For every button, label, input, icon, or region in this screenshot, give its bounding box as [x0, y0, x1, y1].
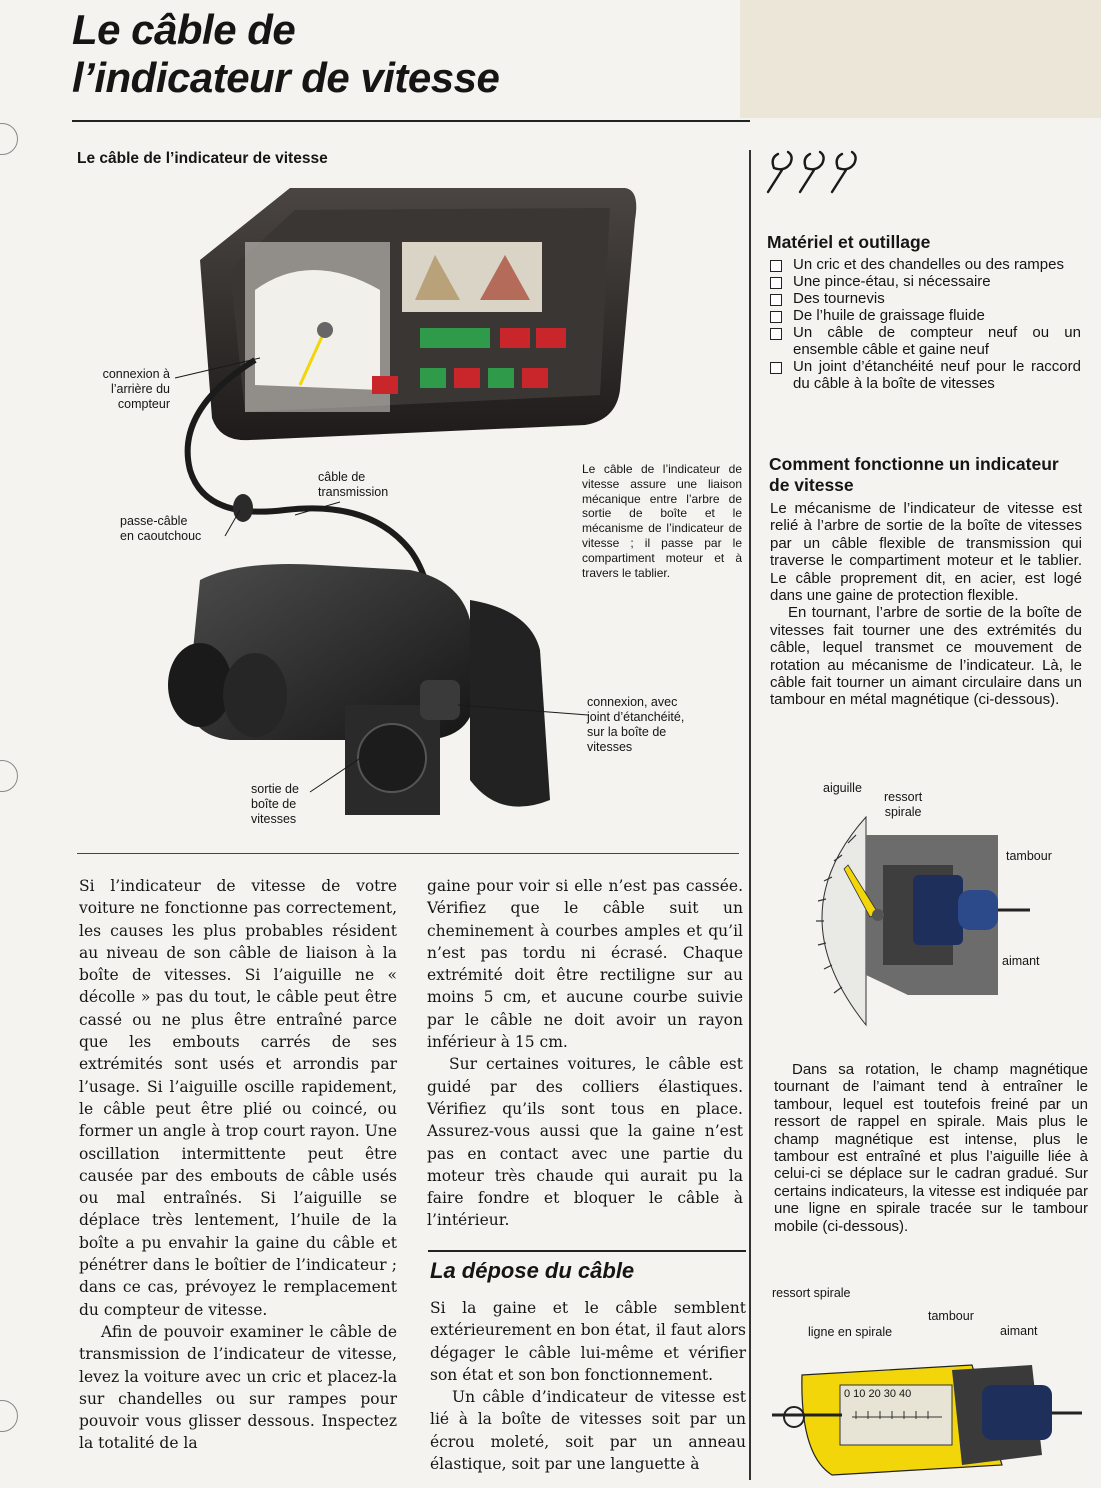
gearbox-housing [168, 564, 550, 815]
sidebar-paragraph: Le mécanisme de l’indicateur de vitesse est relié à l’arbre de sortie de la boîte de vitesses par un câble flexible de transmission qui traverse le compartiment moteur et le tablier. Le câble proprement dit, en acier, est logé dans une gaine de protection flexible. [770, 500, 1082, 605]
body-paragraph: Si la gaine et le câble semblent extérieurement en bon état, il faut alors dégager le câble lui-même et vérifier son état et son bon fonctionnement. [430, 1299, 746, 1384]
body-paragraph: Si l’indicateur de vitesse de votre voiture ne fonctionne pas correctement, les causes les plus probables résident au niveau de son câble de liaison à la boîte de vitesses. Si l’aiguille ne « décolle » pas du tout, le câble peut être cassé ou ne plus être entraîné parce que les embouts carrés de ses extrémités sont usés et arrondis par l’usage. Si l’aiguille oscille rapidement, le câble peut être plié ou coincé, ou former un angle à trop court rayon. Une oscillation intermittente peut être causée par des embouts de câble usés ou mal entraînés. Si l’aiguille se déplace très lentement, l’huile de la boîte a pu envahir la gaine du câble et pénétrer dans le boîtier de l’indicateur ; dans ce cas, prévoyez le remplacement du compteur de vitesse. [79, 877, 397, 1319]
checkbox-icon [770, 260, 782, 272]
tools-list [769, 256, 1081, 392]
page-title [72, 6, 712, 102]
checkbox-icon [770, 294, 782, 306]
column-divider [749, 150, 751, 1480]
tool-item: Un cric et des chandelles ou des rampes [769, 256, 1081, 273]
page-title-line1: Le câble de [72, 6, 296, 53]
label-ressort-spirale-2: ressort spirale [772, 1286, 851, 1300]
magnetic-mechanism-diagram [808, 795, 1040, 1035]
depose-rule [428, 1250, 746, 1252]
label-cable-transmission: câble de transmission [318, 470, 389, 499]
label-passe-cable: passe-câble en caoutchouc [120, 514, 202, 543]
label-aiguille: aiguille [823, 781, 862, 795]
label-aimant-2: aimant [1000, 1324, 1038, 1338]
wrench-icon [762, 146, 882, 198]
tool-item: Des tournevis [769, 290, 1081, 307]
binder-hole [0, 760, 18, 792]
body-paragraph: Sur certaines voitures, le câble est guidé par des colliers élastiques. Vérifiez qu’ils sont tous en place. Assurez-vous aussi que la gaine n’est pas en contact avec une partie du moteur très chaude qui aurait pu la faire fondre et bloquer le câble à l’intérieur. [427, 1055, 743, 1230]
label-tambour: tambour [1006, 849, 1052, 863]
body-column-2 [427, 875, 743, 1232]
label-aimant: aimant [1002, 954, 1040, 968]
how-body [770, 500, 1082, 709]
label-ressort-spirale: ressort spirale [884, 790, 923, 819]
checkbox-icon [770, 362, 782, 374]
depose-body [430, 1297, 746, 1475]
sidebar-paragraph: En tournant, l’arbre de sortie de la boîte de vitesses fait tourner une des extrémités du câble, lequel transmet ce mouvement de rotation au mécanisme de l’indicateur. Là, le câble fait tourner un aimant circulaire dans un tambour en métal magnétique (ci-dessous). [770, 604, 1082, 709]
title-rule [72, 120, 750, 122]
checkbox-icon [770, 328, 782, 340]
figure-title: Le câble de l’indicateur de vitesse [77, 150, 328, 167]
label-connexion-compteur: connexion à l’arrière du compteur [102, 367, 170, 411]
label-sortie-boite: sortie de boîte de vitesses [251, 782, 299, 826]
section-rule [77, 853, 739, 854]
instrument-cluster [200, 188, 636, 440]
tool-item: Une pince-étau, si nécessaire [769, 273, 1081, 290]
binder-hole [0, 1400, 18, 1432]
checkbox-icon [770, 311, 782, 323]
page-corner-tab [740, 0, 1101, 118]
body-paragraph: Afin de pouvoir examiner le câble de transmission de l’indicateur de vitesse, levez la voiture avec un cric et placez-la sur chandelles ou sur rampes pour pouvoir vous glisser dessous. Inspectez la totalité de la [79, 1322, 397, 1453]
rotation-body [774, 1061, 1088, 1235]
label-ligne-spirale: ligne en spirale [808, 1325, 893, 1339]
sidebar-paragraph: Dans sa rotation, le champ magnétique tournant de l’aimant tend à entraîner le tambour, lequel est toutefois freiné par un ressort de rappel en spirale. Mais plus le champ magnétique est intense, plus le tambour est entraîné et plus l’aiguille liée à celui-ci se déplace sur le cadran gradué. Sur certains indicateurs, la vitesse est indiquée par une ligne en spirale tracée sur le tambour mobile (ci-dessous). [774, 1061, 1088, 1235]
tool-item: De l’huile de graissage fluide [769, 307, 1081, 324]
tool-item: Un câble de compteur neuf ou un ensemble câble et gaine neuf [769, 324, 1081, 358]
label-connexion-boite: connexion, avec joint d’étanchéité, sur la boîte de vitesses [587, 695, 685, 754]
body-paragraph: gaine pour voir si elle n’est pas cassée. Vérifiez que le câble suit un cheminement à courbes amples et qu’il n’est pas tordu ni écrasé. Chaque extrémité doit être rectiligne sur au moins 5 cm, et aucune courbe suivie par le câble ne doit avoir un rayon inférieur à 15 cm. [427, 877, 743, 1052]
tools-heading: Matériel et outillage [767, 232, 931, 252]
page-title-line2: l’indicateur de vitesse [72, 54, 500, 101]
speedometer-cable-illustration [80, 180, 660, 840]
label-scale: 0 10 20 30 40 [844, 1388, 912, 1400]
body-column-1 [79, 875, 397, 1455]
checkbox-icon [770, 277, 782, 289]
figure-caption: Le câble de l’indicateur de vitesse assure une liaison mécanique entre l’arbre de sortie de boîte et le mécanisme de l’indicateur de vitesse ; il passe par le compartiment moteur et à travers le tablier. [582, 462, 742, 580]
how-heading: Comment fonctionne un indicateur de vitesse [769, 454, 1059, 495]
depose-heading: La dépose du câble [430, 1258, 635, 1283]
body-paragraph: Un câble d’indicateur de vitesse est lié à la boîte de vitesses soit par un écrou moleté, soit par un anneau élastique, soit par une languette à [430, 1388, 746, 1474]
spiral-drum-diagram [772, 1345, 1090, 1485]
tool-item: Un joint d’étanchéité neuf pour le raccord du câble à la boîte de vitesses [769, 358, 1081, 392]
label-tambour-2: tambour [928, 1309, 974, 1323]
binder-hole [0, 123, 18, 155]
